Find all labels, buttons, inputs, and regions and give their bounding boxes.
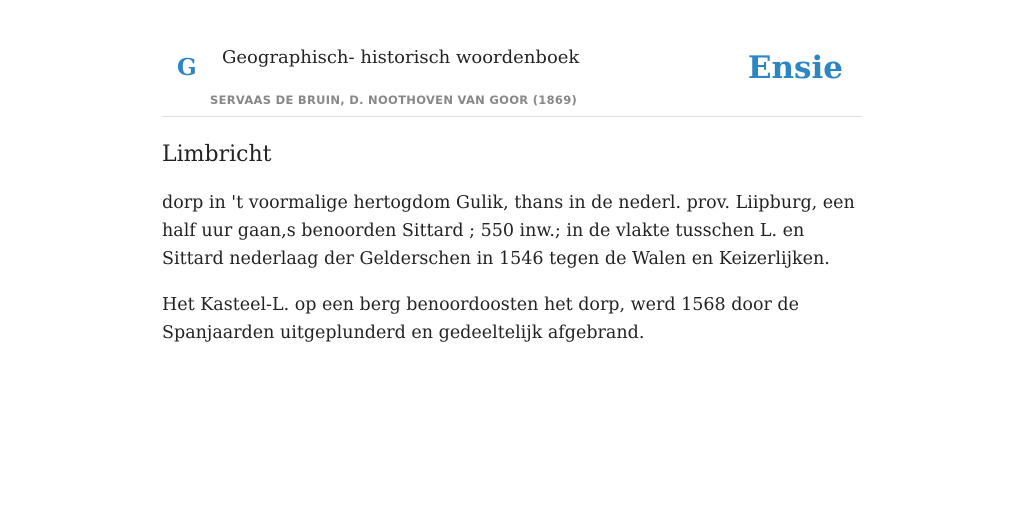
page-container bbox=[162, 0, 862, 365]
entry-body bbox=[162, 189, 862, 347]
source-logo[interactable]: G bbox=[177, 54, 197, 81]
source-authors: SERVAAS DE BRUIN, D. NOOTHOVEN VAN GOOR (1869) bbox=[210, 93, 578, 107]
source-title-link[interactable]: Geographisch- historisch woordenboek bbox=[222, 47, 580, 68]
entry-header bbox=[162, 0, 862, 117]
entry-paragraph: Het Kasteel-L. op een berg benoordoosten het dorp, werd 1568 door de Spanjaarden uitgeplunderd en gedeeltelijk afgebrand. bbox=[162, 294, 799, 343]
entry-title: Limbricht bbox=[162, 142, 272, 167]
ensie-logo[interactable]: Ensie bbox=[747, 50, 843, 86]
entry-paragraph: dorp in 't voormalige hertogdom Gulik, thans in de nederl. prov. Liipburg, een half uur gaan,s benoorden Sittard ; 550 inw.; in de vlakte tusschen L. en Sittard nederlaag der Gelderschen in 1546 tegen de Walen en Keizerlijken. bbox=[162, 192, 855, 269]
